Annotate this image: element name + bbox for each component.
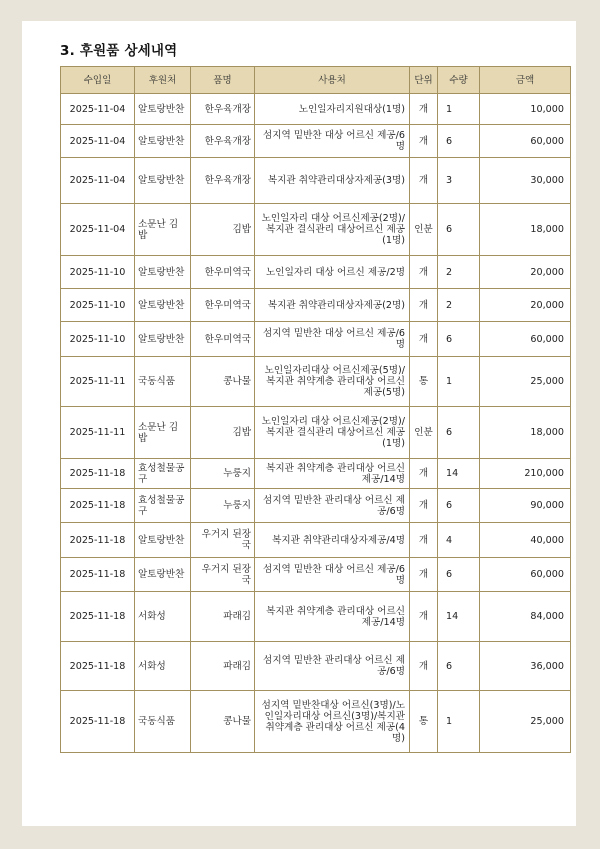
cell-usage: 노인일자리 대상 어르신 제공/2명 [255, 256, 410, 289]
cell-item: 한우육개장 [191, 158, 255, 204]
cell-date: 2025-11-18 [61, 691, 135, 753]
cell-donor: 국동식품 [135, 691, 191, 753]
table-row [61, 459, 571, 489]
table-row [61, 489, 571, 523]
cell-item: 우거지 된장국 [191, 523, 255, 558]
cell-amount: 18,000 [480, 204, 571, 256]
cell-item: 콩나물 [191, 357, 255, 407]
donation-details-table [60, 66, 571, 753]
cell-amount: 210,000 [480, 459, 571, 489]
cell-usage: 노인일자리지원대상(1명) [255, 94, 410, 125]
cell-usage: 복지관 취약계층 관리대상 어르신 제공/14명 [255, 592, 410, 642]
cell-unit: 개 [410, 558, 438, 592]
cell-qty: 6 [438, 125, 480, 158]
cell-date: 2025-11-18 [61, 459, 135, 489]
header-amount: 금액 [480, 67, 571, 94]
cell-donor: 소문난 김밥 [135, 407, 191, 459]
cell-unit: 개 [410, 94, 438, 125]
cell-donor: 소문난 김밥 [135, 204, 191, 256]
cell-amount: 90,000 [480, 489, 571, 523]
table-body [61, 94, 571, 753]
header-donor: 후원처 [135, 67, 191, 94]
document-page [22, 21, 576, 826]
cell-item: 한우미역국 [191, 289, 255, 322]
cell-qty: 4 [438, 523, 480, 558]
cell-unit: 인분 [410, 407, 438, 459]
table-header-row [61, 67, 571, 94]
cell-donor: 서화성 [135, 592, 191, 642]
cell-qty: 6 [438, 204, 480, 256]
header-item: 품명 [191, 67, 255, 94]
cell-date: 2025-11-10 [61, 256, 135, 289]
cell-item: 김밥 [191, 204, 255, 256]
cell-date: 2025-11-18 [61, 489, 135, 523]
cell-unit: 개 [410, 125, 438, 158]
section-title: 3. 후원품 상세내역 [60, 43, 178, 59]
cell-qty: 2 [438, 256, 480, 289]
cell-usage: 복지관 취약관리대상자제공(2명) [255, 289, 410, 322]
cell-amount: 36,000 [480, 642, 571, 691]
cell-usage: 섬지역 밑반찬 대상 어르신 제공/6명 [255, 125, 410, 158]
cell-unit: 인분 [410, 204, 438, 256]
cell-usage: 노인일자리대상 어르신제공(5명)/복지관 취약계층 관리대상 어르신 제공(5명) [255, 357, 410, 407]
cell-item: 우거지 된장국 [191, 558, 255, 592]
table-row [61, 357, 571, 407]
cell-donor: 알토랑반찬 [135, 523, 191, 558]
cell-date: 2025-11-10 [61, 289, 135, 322]
cell-qty: 6 [438, 322, 480, 357]
cell-donor: 알토랑반찬 [135, 289, 191, 322]
cell-date: 2025-11-18 [61, 592, 135, 642]
table-row [61, 125, 571, 158]
cell-unit: 개 [410, 322, 438, 357]
cell-date: 2025-11-04 [61, 125, 135, 158]
cell-qty: 14 [438, 592, 480, 642]
cell-item: 한우미역국 [191, 322, 255, 357]
header-usage: 사용처 [255, 67, 410, 94]
cell-usage: 섬지역 밑반찬 관리대상 어르신 제공/6명 [255, 489, 410, 523]
table-row [61, 407, 571, 459]
table-row [61, 322, 571, 357]
cell-item: 김밥 [191, 407, 255, 459]
cell-date: 2025-11-18 [61, 642, 135, 691]
cell-amount: 40,000 [480, 523, 571, 558]
cell-date: 2025-11-11 [61, 357, 135, 407]
cell-amount: 60,000 [480, 322, 571, 357]
cell-qty: 6 [438, 558, 480, 592]
cell-unit: 개 [410, 289, 438, 322]
cell-amount: 20,000 [480, 256, 571, 289]
cell-date: 2025-11-18 [61, 523, 135, 558]
cell-date: 2025-11-04 [61, 94, 135, 125]
cell-donor: 알토랑반찬 [135, 256, 191, 289]
cell-item: 콩나물 [191, 691, 255, 753]
table-row [61, 256, 571, 289]
cell-unit: 개 [410, 642, 438, 691]
cell-item: 누룽지 [191, 489, 255, 523]
cell-amount: 84,000 [480, 592, 571, 642]
cell-date: 2025-11-04 [61, 158, 135, 204]
cell-amount: 30,000 [480, 158, 571, 204]
cell-amount: 20,000 [480, 289, 571, 322]
cell-qty: 1 [438, 94, 480, 125]
cell-item: 한우육개장 [191, 125, 255, 158]
cell-unit: 개 [410, 489, 438, 523]
cell-qty: 2 [438, 289, 480, 322]
table-row [61, 592, 571, 642]
cell-qty: 1 [438, 691, 480, 753]
cell-item: 한우미역국 [191, 256, 255, 289]
cell-qty: 1 [438, 357, 480, 407]
cell-item: 파래김 [191, 592, 255, 642]
cell-usage: 복지관 취약관리대상자제공/4명 [255, 523, 410, 558]
cell-amount: 25,000 [480, 357, 571, 407]
table-row [61, 204, 571, 256]
cell-unit: 통 [410, 691, 438, 753]
cell-unit: 개 [410, 158, 438, 204]
cell-amount: 60,000 [480, 125, 571, 158]
table-row [61, 158, 571, 204]
cell-amount: 25,000 [480, 691, 571, 753]
cell-donor: 알토랑반찬 [135, 94, 191, 125]
cell-qty: 6 [438, 407, 480, 459]
header-date: 수입일 [61, 67, 135, 94]
cell-donor: 효성철물공구 [135, 459, 191, 489]
cell-donor: 서화성 [135, 642, 191, 691]
cell-usage: 섬지역 밑반찬대상 어르신(3명)/노인일자리대상 어르신(3명)/복지관 취약계층 관리대상 어르신 제공(4명) [255, 691, 410, 753]
cell-usage: 노인일자리 대상 어르신제공(2명)/복지관 결식관리 대상어르신 제공(1명) [255, 204, 410, 256]
header-qty: 수량 [438, 67, 480, 94]
cell-usage: 섬지역 밑반찬 대상 어르신 제공/6명 [255, 322, 410, 357]
table-row [61, 523, 571, 558]
cell-unit: 개 [410, 592, 438, 642]
cell-amount: 60,000 [480, 558, 571, 592]
table-row [61, 691, 571, 753]
cell-unit: 개 [410, 256, 438, 289]
cell-amount: 18,000 [480, 407, 571, 459]
cell-unit: 개 [410, 459, 438, 489]
cell-usage: 섬지역 밑반찬 관리대상 어르신 제공/6명 [255, 642, 410, 691]
cell-date: 2025-11-11 [61, 407, 135, 459]
cell-donor: 알토랑반찬 [135, 558, 191, 592]
cell-usage: 복지관 취약계층 관리대상 어르신 제공/14명 [255, 459, 410, 489]
cell-donor: 알토랑반찬 [135, 158, 191, 204]
cell-unit: 통 [410, 357, 438, 407]
cell-usage: 복지관 취약관리대상자제공(3명) [255, 158, 410, 204]
cell-date: 2025-11-04 [61, 204, 135, 256]
cell-donor: 국동식품 [135, 357, 191, 407]
cell-usage: 노인일자리 대상 어르신제공(2명)/복지관 결식관리 대상어르신 제공(1명) [255, 407, 410, 459]
cell-item: 파래김 [191, 642, 255, 691]
table-row [61, 642, 571, 691]
cell-usage: 섬지역 밑반찬 대상 어르신 제공/6명 [255, 558, 410, 592]
table-row [61, 289, 571, 322]
table-row [61, 94, 571, 125]
cell-donor: 알토랑반찬 [135, 125, 191, 158]
cell-item: 누룽지 [191, 459, 255, 489]
cell-donor: 효성철물공구 [135, 489, 191, 523]
cell-amount: 10,000 [480, 94, 571, 125]
cell-qty: 6 [438, 489, 480, 523]
cell-qty: 3 [438, 158, 480, 204]
table-row [61, 558, 571, 592]
cell-donor: 알토랑반찬 [135, 322, 191, 357]
cell-unit: 개 [410, 523, 438, 558]
cell-qty: 6 [438, 642, 480, 691]
cell-date: 2025-11-18 [61, 558, 135, 592]
cell-item: 한우육개장 [191, 94, 255, 125]
cell-qty: 14 [438, 459, 480, 489]
cell-date: 2025-11-10 [61, 322, 135, 357]
header-unit: 단위 [410, 67, 438, 94]
